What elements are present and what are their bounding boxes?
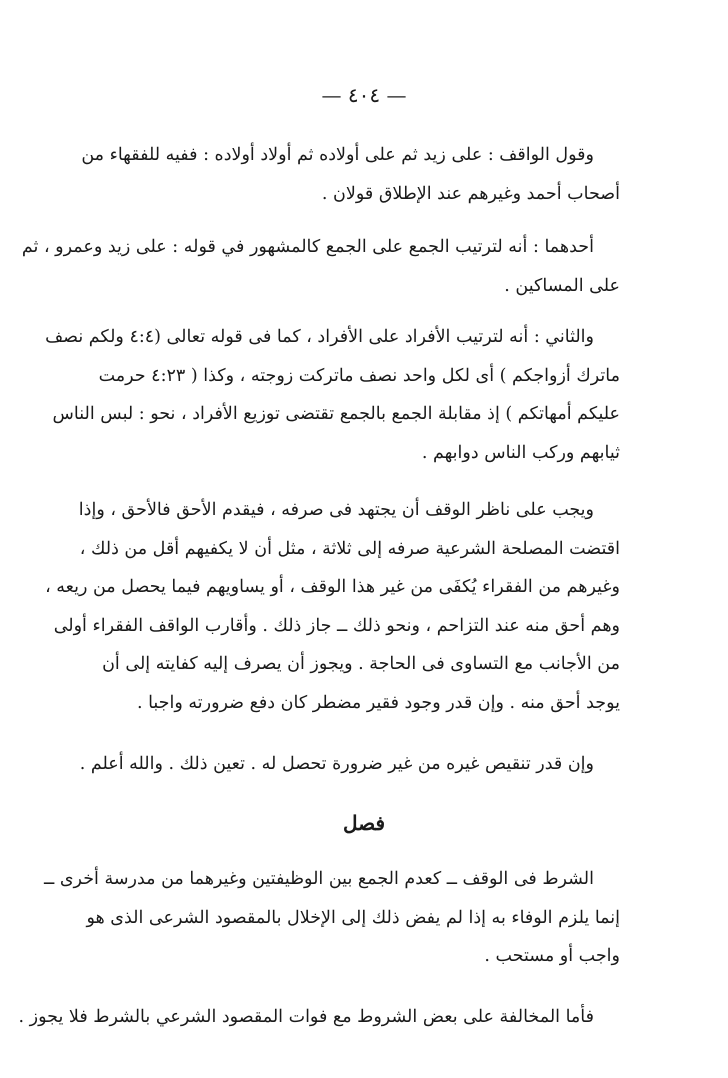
text-line: واجب أو مستحب . xyxy=(484,946,620,966)
paragraph-violation xyxy=(18,998,620,1037)
paragraph-second-opinion xyxy=(45,318,620,472)
text-line: ويجب على ناظر الوقف أن يجتهد فى صرفه ، فيقدم الأحق فالأحق ، وإذا xyxy=(78,500,594,520)
text-line: فأما المخالفة على بعض الشروط مع فوات المقصود الشرعي بالشرط فلا يجوز . xyxy=(18,1007,594,1027)
text-line: وإن قدر تنقيص غيره من غير ضرورة تحصل له . تعين ذلك . والله أعلم . xyxy=(79,754,594,774)
text-line: على المساكين . xyxy=(504,275,620,296)
text-line: أحدهما : أنه لترتيب الجمع على الجمع كالمشهور في قوله : على زيد وعمرو ، ثم xyxy=(21,237,594,257)
text-line: يوجد أحق منه . وإن قدر وجود فقير مضطر كان دفع ضرورته واجبا . xyxy=(136,692,620,713)
paragraph-first-opinion xyxy=(21,228,620,305)
text-line: عليكم أمهاتكم ) إذ مقابلة الجمع بالجمع تقتضى توزيع الأفراد ، نحو : لبس الناس xyxy=(52,404,620,424)
text-line: إنما يلزم الوفاء به إذا لم يفض ذلك إلى الإخلال بالمقصود الشرعى الذى هو xyxy=(86,907,620,928)
section-heading: فصل xyxy=(342,811,386,835)
text-line: الشرط فى الوقف ــ كعدم الجمع بين الوظيفتين وغيرهما من مدرسة أخرى ــ xyxy=(44,869,594,889)
paragraph-condition xyxy=(44,860,620,976)
text-line: أصحاب أحمد وغيرهم عند الإطلاق قولان . xyxy=(321,183,620,204)
text-line: من الأجانب مع التساوى فى الحاجة . ويجوز أن يصرف إليه كفايته إلى أن xyxy=(102,654,620,674)
text-line: وهم أحق منه عند التزاحم ، ونحو ذلك ــ جاز ذلك . وأقارب الواقف الفقراء أولى xyxy=(53,615,620,636)
text-line: وقول الواقف : على زيد ثم على أولاده ثم أولاد أولاده : ففيه للفقهاء من xyxy=(81,145,594,165)
text-line: ثيابهم وركب الناس دوابهم . xyxy=(421,442,620,463)
paragraph-reduction xyxy=(79,745,620,784)
text-line: ماترك أزواجكم ) أى لكل واحد نصف ماتركت زوجته ، وكذا ( ٤:٢٣ حرمت xyxy=(98,365,620,386)
page-number: — ٤٠٤ — xyxy=(321,83,407,107)
text-line: اقتضت المصلحة الشرعية صرفه إلى ثلاثة ، مثل أن لا يكفيهم أقل من ذلك ، xyxy=(79,538,620,559)
paragraph-trustee-duty xyxy=(45,491,620,722)
text-line: والثاني : أنه لترتيب الأفراد على الأفراد ، كما فى قوله تعالى (٤:٤ ولكم نصف xyxy=(45,327,594,347)
paragraph-waqf-statement xyxy=(81,136,620,213)
text-line: وغيرهم من الفقراء يُكفَى من غير هذا الوقف ، أو يساويهم فيما يحصل من ريعه ، xyxy=(45,577,620,597)
